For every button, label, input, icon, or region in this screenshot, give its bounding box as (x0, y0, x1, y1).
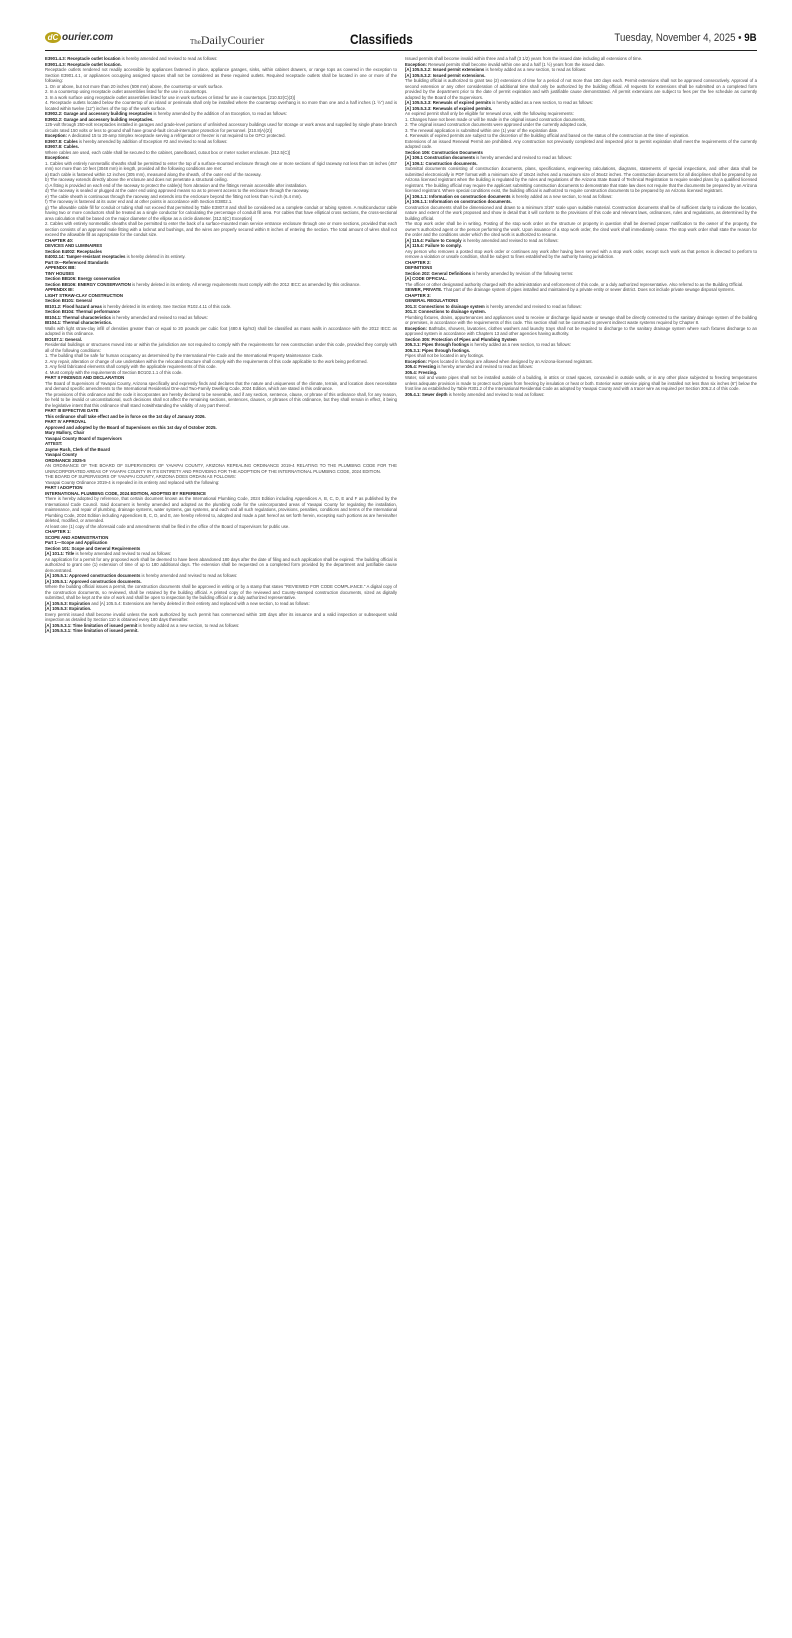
paragraph-text: Walls with light straw-clay infill of densities greater than or equal to 20 pounds per cubic foot (480.6 kg/m3) shall be classified as mass walls in accordance with the 2012 IECC as adopted in this ordinance. (45, 325, 397, 336)
paragraph-text: THE BOARD OF SUPERVISORS OF YAVAPAI COUNTY, ARIZONA DOES ORDAIN AS FOLLOWS: (45, 474, 236, 479)
paragraph-text: 3. Any field fabricated elements shall comply with the applicable requirements of this code. (45, 364, 217, 369)
issue-date: Tuesday, November 4, 2025 (614, 32, 736, 44)
paragraph-heading: [A] 115.4: Failure to comply. (405, 243, 462, 248)
legal-notice-paragraph (45, 612, 397, 623)
paragraph-heading: CHAPTER 1: (45, 529, 71, 534)
paragraph-text: Where cables are used, each cable shall be secured to the cabinet, panelboard, cutout box or meter socket enclosure. [312.5(C)] (45, 149, 291, 155)
paragraph-text: 125-volt through 250-volt receptacles installed in garages and grade-level portions of unfinished accessory buildings used for storage or work areas and supplied by single phase branch circuits rated 150 volts or less to ground shall have ground-fault circuit-interrupter protection for personnel. [210.8(A)(2)] (45, 122, 397, 133)
paragraph-heading: DEVICES AND LUMINAIRES (45, 243, 103, 248)
paragraph-text: A dedicated 15 to 20-amp Simplex receptacle serving a refrigerator or freezer is not required to be GFCI protected. (66, 133, 286, 138)
paragraph-heading: Section 106: Construction Documents (405, 149, 483, 155)
paragraph-heading: [A] 105.5.3.2: Issued permit extensions (405, 67, 485, 72)
paragraph-heading: 305.4: Freezing. (405, 369, 438, 375)
legal-notice-paragraph (45, 496, 397, 524)
paragraph-heading: Yavapai County Board of Supervisors (45, 435, 122, 441)
paragraph-text: is hereby amended by revision of the following terms: (470, 270, 574, 276)
paragraph-text: An expired permit shall only be eligible for renewal once, with the following requirements: (405, 111, 574, 116)
paragraph-heading: Jayme Rush, Clerk of the Board (45, 446, 110, 452)
paragraph-text: is hereby amended and revised to read as follows: (120, 56, 218, 61)
paragraph-heading: 305.3.1: Pipes through footings (405, 342, 469, 347)
paragraph-heading: Section 305: Protection of Pipes and Plumbing System (405, 336, 517, 342)
paragraph-heading: GENERAL REGULATIONS (405, 298, 459, 303)
paragraph-text: An application for a permit for any proposed work shall be deemed to have been abandoned 180 days after the date of filing and such application shall be expired. The building official is authorized to grant one (1) extension of time of up to 180 additional days. The extension shall be requested on a completed form provided by the department and justifiable cause demonstrated. (45, 556, 397, 573)
paragraph-text: Plumbing fixtures, drains, appurtenances and appliances used to receive or discharge liquid waste or sewage shall be directly connected to the sanitary drainage system of the building or premises, in accordance with the requirements of this code. This section shall not be construed to prevent indirect waste systems required by Chapter 8. (405, 314, 757, 325)
left-column (45, 56, 397, 634)
paragraph-heading: Section 202: General Definitions (405, 270, 471, 276)
paragraph-text: 1. On or above, but not more than 20 inches (508 mm) above, the countertop or work surface. (45, 83, 224, 89)
legal-notice-paragraph (45, 205, 397, 222)
paragraph-text: 2. In a countertop using receptacle outlet assemblies listed for the use in countertops. (45, 89, 208, 94)
paragraph-heading: Mary Mallory, Chair (45, 430, 85, 435)
paragraph-text: is hereby amended and revised to read as follows: (436, 364, 534, 369)
logo-text: ourier.com (62, 32, 114, 43)
paragraph-heading: Exception: (45, 133, 67, 138)
legal-notice-paragraph (45, 342, 397, 353)
paragraph-heading: APPENDIX BB: (45, 265, 76, 270)
paragraph-heading: CHAPTER 40: (45, 237, 74, 243)
right-column (405, 56, 757, 397)
paragraph-text: Extensions of an issued Renewal Permit are prohibited. Any construction not previously completed and inspected prior to permit expiration shall meet the requirements of the currently adopted code. (405, 138, 757, 149)
bullet-separator: • (738, 32, 742, 44)
paragraph-heading: [A] 105.5.3.3: Renewals of expired permits (405, 100, 491, 105)
legal-notice-paragraph (405, 166, 757, 194)
paragraph-text: The Board of Supervisors of Yavapai County, Arizona specifically and expressly finds and declares that the nature and uniqueness of the climate, terrain, and location does necessitate and demand specific amendments to the International Residential One-and Two-Family Dwelling Code, 2024 Edition, which are stated in this ordinance. (45, 380, 397, 391)
paragraph-text: g) The allowable cable fill for conduit or tubing shall not exceed that permitted by Table E3807.8 and shall be considered as a complete conduit or tubing system. A multiconductor cable having two or more conductors shall be treated as a single conductor for calculating the percentage of conduit fill area. For cables that have elliptical cross sections, the cross-sectional area calculation shall be based on the major diameter of the ellipse as a circle diameter. [312.5(C) Exception] (45, 204, 397, 221)
legal-notice-paragraph (405, 78, 757, 100)
paragraph-heading: 301.3: Connections to drainage system. (405, 309, 486, 314)
paragraph-text: AN ORDINANCE OF THE BOARD OF SUPERVISORS OF YAVAPAI COUNTY, ARIZONA REPEALING ORDINANCE 2019-4 RELATING TO THE PLUMBING CODE FOR THE UNINCORPORATED AREAS OF YAVAPAI COUNTY IN ITS ENTIRETY AND PROVIDING FOR THE ADOPTION OF THE INTERNATIONAL PLUMBING CODE, 2024 EDITION. (45, 463, 397, 474)
legal-notice-paragraph (45, 326, 397, 337)
paragraph-text: a) Each cable is fastened within 12 inches (305 mm), measured along the sheath, of the outer end of the raceway. (45, 171, 262, 177)
paragraph-heading: Section BB106: Energy conservation (45, 276, 121, 281)
paragraph-heading: PART III EFFECTIVE DATE (45, 408, 99, 413)
legal-notice-paragraph (45, 381, 397, 392)
legal-notice-paragraph (405, 375, 757, 392)
paragraph-text: There is hereby adopted by reference, that certain document known as the International Plumbing Code, 2024 Edition including Appendices A, B, C, D, E and F as published by the International Code Council. Said document is hereby amended and adopted as the plumbing code for the unincorporated areas of Yavapai County for regulating the installation, maintenance, and repair of plumbing, drainage systems, water systems, gas systems, and each and all such regulations, provisions, penalties, conditions and terms of the International Plumbing Code, 2024 Edition including Appendices B, C, D, and E, are hereby referred to, adopted and made a part hereof as set forth herein, excepting such portions as are hereinafter deleted, modified, or amended. (45, 496, 397, 523)
paragraph-text: The provisions of this ordinance and the code it incorporates are hereby declared to be severable, and if any section, sentence, clause, or phrase of this ordinance shall, for any reason, be held to be invalid or unconstitutional, such decisions shall not affect the remaining sections, sentences, clauses, or phrases of this ordinance, but they shall remain in effect, it being the legislative intent that this ordinance shall stand notwithstanding the validity of any part thereof. (45, 391, 397, 408)
legal-notice-paragraph (45, 584, 397, 601)
paragraph-heading: APPENDIX BI: (45, 287, 74, 292)
legal-notice-paragraph (45, 282, 397, 288)
paragraph-text: Submittal documents consisting of construction documents, plans, specifications, engineering calculations, diagrams, statements of special inspections, and other data shall be submitted electronically in PDF format with a minimum size of 18x24 inches and a maximum size of 36x42 inches. The construction documents for all disciplines shall be prepared by an Arizona licensed registrant when the building is regulated by the rules and regulations of the Arizona State Board of Technical Registration to require sealed plans by a qualified licensed registrant. The building official may require the applicant submitting construction documents to demonstrate that state law does not require that the documents be prepared by an Arizona licensed registrant. Where special conditions exist, the building official is authorized to require construction documents to be prepared by an Arizona licensed registrant. (405, 166, 757, 193)
paragraph-text: 4. Must comply with the requirements of Section BO102.1.1 of this code. (45, 369, 183, 375)
paragraph-heading: INTERNATIONAL PLUMBING CODE, 2024 EDITION, ADOPTED BY REFERENCE (45, 490, 206, 496)
legal-notice-paragraph (45, 122, 397, 133)
paragraph-text: 2. Any repair, alteration or change of use undertaken within the relocated structure shall comply with the requirements of this code applicable to the work being performed. (45, 358, 368, 364)
paragraph-heading: Exception: (405, 325, 427, 331)
paragraph-text: Receptacle outlets rendered not readily accessible by appliances fastened in place, appliance garages, sinks, within cabinet drawers, or range tops as covered in the exception to Section E3901.4.1, or appliances occupying assigned spaces shall not be considered as these required outlets. Required receptacle outlets shall be located in one or more of the following: (45, 67, 397, 83)
legal-notice-paragraph (45, 463, 397, 474)
legal-notice-paragraph (45, 100, 397, 111)
paragraph-heading: Part IX—Referenced Standards (45, 259, 109, 265)
legal-notice-paragraph (405, 287, 757, 293)
paragraph-text: is hereby deleted in its entirety. All energy requirements must comply with the 2012 IECC as amended by this ordinance. (130, 281, 361, 287)
paragraph-text: Any person who removes a posted stop work order or continues any work after having been served with a stop work order, except such work as that person is directed to perform to remove a violation or unsafe condition, shall be subject to fines established by the authority having jurisdiction. (405, 248, 757, 259)
paragraph-heading: [A] 105.5.3.1: Time limitation of issued permit. (45, 628, 139, 633)
paragraph-text: 4. Receptacle outlets located below the countertop of an island or peninsula shall only be installed where the countertop overhang is no more than one and a half inches (1 ½") and is located within twelve (12") inches of the top of the work surface. (45, 100, 397, 111)
legal-notice-paragraph (405, 392, 757, 398)
paragraph-heading: Section BB106: ENERGY CONSERVATION (45, 281, 131, 287)
paragraph-text: 4. Renewals of expired permits are subject to the discretion of the building official and based on the status of the construction at the time of expiration. (405, 133, 690, 138)
paragraph-text: At least one (1) copy of the aforesaid code and amendments shall be filed in the office of the Board of Supervisors for public use. (45, 523, 290, 529)
paragraph-text: is hereby added as a new section, to read as follows: (484, 67, 587, 72)
paragraph-heading: DEFINITIONS (405, 265, 433, 270)
paragraph-heading: [A] CODE OFFICIAL. (405, 276, 447, 281)
paragraph-heading: Exception: (405, 358, 427, 364)
paragraph-heading: [A] 105.5.3.1: Time limitation of issued permit (45, 622, 138, 628)
legal-notice-paragraph (405, 315, 757, 326)
paragraph-text: is hereby added as a new section, to read as follows: (510, 193, 613, 199)
paragraph-text: 3. In a work surface using receptacle outlet assemblies listed for use in work surfaces or listed for use in countertops. [210.52(C)(3)] (45, 94, 296, 100)
page-number: 9B (744, 32, 757, 44)
paragraph-heading: [A] 105.5.3: Expiration (45, 600, 91, 606)
paragraph-text: is hereby deleted in its entirety. See Section R102.4.11 of this code. (101, 303, 232, 309)
paragraph-heading: 305.4: Freezing (405, 364, 437, 369)
paragraph-text: e) The cable sheath is continuous through the raceway and extends into the enclosure beyond the fitting not less than ¼ inch (6.4 mm). (45, 193, 302, 199)
paragraph-heading: BI101.2: Flood hazard areas (45, 303, 102, 309)
legal-notice-paragraph (405, 139, 757, 150)
paragraph-heading: BI104.1: Thermal characteristics (45, 314, 111, 320)
paragraph-text: Construction documents shall be dimensioned and drawn to a minimum 3/16" scale upon suitable material. Construction documents shall be of sufficient clarity to indicate the location, nature and extent of the work proposed and show in detail that it will conform to the provisions of this code and relevant laws, ordinances, rules and regulations, as determined by the building official. (405, 204, 757, 221)
paragraph-text: 3. The renewal application is submitted within one (1) year of the expiration date. (405, 127, 559, 133)
masthead (45, 30, 757, 51)
paragraph-text: 1. The building shall be safe for human occupancy as determined by the International Fire Code and the International Property Maintenance Code. (45, 353, 324, 358)
paragraph-text: 2. The original issued construction documents were approved under the currently adopted code, (405, 122, 588, 127)
legal-notice-paragraph (405, 249, 757, 260)
paragraph-heading: [A] 106.1.1: Information on construction documents (405, 193, 511, 199)
paragraph-heading: Part 1—Scope and Application (45, 540, 108, 545)
paragraph-heading: [A] 101.1: Title (45, 551, 75, 556)
paragraph-text: That part of the drainage system of pipes installed and maintained by a private entity or sewer district. Does not include private sewage disposal systems. (442, 287, 735, 292)
paragraph-text: is hereby amended and revised to read as follows: (74, 551, 172, 556)
legal-notice-paragraph (45, 221, 397, 238)
paragraph-text: d) The raceway is sealed or plugged at the outer end using approved means so as to prevent access to the enclosure through the raceway. (45, 188, 310, 193)
paragraph-heading: ATTEST: (45, 441, 63, 446)
paragraph-heading: 305.4.1: Sewer depth (405, 391, 448, 397)
paragraph-heading: TINY HOUSES (45, 270, 75, 276)
paragraph-heading: Section BI101: General (45, 298, 92, 303)
paragraph-heading: LIGHT STRAW-CLAY CONSTRUCTION (45, 292, 123, 298)
paragraph-heading: [A] 115.4: Failure to Comply (405, 237, 462, 243)
paragraph-text: Pipes located in footings are allowed when designed by an Arizona-licensed registrant. (426, 358, 593, 364)
paragraph-heading: [A] 106.1 Construction documents (405, 155, 475, 160)
paragraph-heading: E3901.4.3: Receptacle outlet location (45, 56, 121, 61)
paragraph-heading: SCOPE AND ADMINISTRATION (45, 534, 109, 540)
paper-prefix: The (190, 38, 201, 46)
paragraph-heading: PART I ADOPTION (45, 485, 83, 490)
paragraph-heading: Exception: (405, 61, 427, 67)
paragraph-heading: CHAPTER 3: (405, 292, 431, 298)
paragraph-text: Where the building official issues a permit, the construction documents shall be approved in writing or by a stamp that states "REVIEWED FOR CODE COMPLIANCE." A digital copy of the construction documents, so reviewed, shall be retained by the building official. A printed copy of the reviewed and County-stamped construction documents, sized as digitally submitted, shall be kept at the site of work and shall be open to inspection by the building official or a duly authorized representative. (45, 584, 397, 600)
paragraph-text: Pipes shall not be located in any footings. (405, 353, 485, 358)
paragraph-heading: SEWER, PRIVATE. (405, 287, 443, 292)
paragraph-heading: Approved and adopted by the Board of Supervisors on this 1st day of October 2025. (45, 424, 217, 430)
paragraph-text: 1. Cables with entirely nonmetallic sheaths shall be permitted to enter the top of a surface-mounted enclosure through one or more sections of rigid raceway not less than 18 inches (457 mm) nor more than 10 feet (3048 mm) in length, provided all the following conditions are met: (45, 160, 397, 171)
legal-notice-paragraph (45, 628, 397, 634)
paragraph-text: The officer or other designated authority charged with the administration and enforcement of this code, or a duly authorized representative. Also referred to as the Building Official. (405, 281, 744, 287)
legal-notice-paragraph (405, 326, 757, 337)
paragraph-text: 2. Cables with entirely nonmetallic sheaths shall be permitted to enter the back of a surface-mounted main service entrance enclosure through one or more sections, provided that each section consists of an approved male fitting with a locknut and bushings, and the wires are properly secured within 8 inches of entering the section. The total amount of wires shall not exceed the allowable fill as appropriate for the conduit size. (45, 221, 397, 237)
paragraph-text: Every permit issued shall become invalid unless the work authorized by such permit has commenced within 180 days after its issuance and a valid inspection or subsequent valid inspection as detailed by Section 110 is obtained every 180 days thereafter. (45, 611, 397, 622)
legal-notice-paragraph (45, 557, 397, 574)
legal-notice-paragraph (45, 67, 397, 84)
paragraph-text: Residential buildings or structures moved into or within the jurisdiction are not required to comply with the requirements for new construction under this code, provided they comply with all of the following conditions: (45, 342, 397, 353)
paragraph-heading: This ordinance shall take effect and be in force on the 1st day of January 2026. (45, 413, 206, 419)
paragraph-heading: 305.3.1: Pipes through footings. (405, 347, 471, 353)
paragraph-text: The building official is authorized to grant two (2) extensions of time for a period of not more than 180 days each. Permit extensions shall not be approved consecutively. Approval of a second extension or any other consideration of additional time shall only be authorized by the building official. All requests for extensions shall be submitted on a completed form provided by the department prior to the date of permit expiration and with justifiable cause demonstrated. All permit extensions are subject to fees per the fee schedule as currently adopted by the Board of the Supervisors. (405, 78, 757, 100)
paragraph-heading: Section E4002: Receptacles (45, 248, 102, 254)
paragraph-heading: PART II FINDINGS AND DECLARATION (45, 375, 125, 380)
paragraph-text: is hereby amended and revised to read as follows: (447, 391, 545, 397)
paragraph-text: is hereby amended and revised to read as follows: (140, 573, 238, 578)
paragraph-text: 1. Changes have not been made or will be made in the original issued construction documents, (405, 116, 586, 122)
legal-notice-paragraph (45, 161, 397, 172)
dateline (615, 32, 757, 44)
paragraph-text: f) The raceway is fastened at its outer end and at other points in accordance with Section E3802.1. (45, 199, 233, 204)
paragraph-text: Water, soil and waste pipes shall not be installed outside of a building, in attics or crawl spaces, concealed in outside walls, or in any other place subjected to freezing temperatures unless adequate provision is made to protect such pipes from freezing by insulation or heat or both. Exterior water service piping shall be installed not less than six inches (6") below the frost line as established by Table R301.2 of the International Residential Code as adopted by Yavapai County and with a tracer wire as required per Section 306.2.4 of this code. (405, 375, 757, 391)
paragraph-heading: E3907.8: Cables. (45, 144, 79, 149)
paragraph-heading: PART IV APPROVAL (45, 419, 87, 424)
paragraph-heading: E3902.2: Garage and accessory building receptacles (45, 111, 153, 116)
paragraph-text: Yavapai County Ordinance 2019-4 is repealed in its entirety and replaced with the following: (45, 479, 220, 485)
section-title: Classifieds (350, 31, 413, 47)
paragraph-heading: BO107.1: General. (45, 336, 83, 342)
paragraph-text: is hereby amended and revised to read as follows: (461, 237, 559, 243)
paragraph-text: The stop work order shall be in writing. Posting of the stop work order on the structure or property in question shall be deemed proper notification to the owner of the property, the owner's authorized agent or the person performing the work. Upon issuance of a stop work order, the cited work shall immediately cease. The stop work order shall state the reason for the order and the conditions under which the cited work is authorized to resume. (405, 221, 757, 237)
paragraph-text: is hereby deleted in its entirety. (125, 254, 186, 259)
paragraph-heading: [A] 106.1: Construction documents. (405, 160, 478, 166)
logo-mark: dC (45, 32, 61, 43)
legal-notice-paragraph (405, 205, 757, 222)
paragraph-heading: [A] 105.5.3.2: Issued permit extensions. (405, 72, 486, 78)
paragraph-heading: E3907.8: Cables (45, 138, 78, 144)
paragraph-heading: E4002.14: Tamper-resistant receptacles (45, 254, 126, 259)
paragraph-text: and [A] 105.5.4: Extensions are hereby deleted in their entirety and replaced with a new section, to read as follows: (90, 600, 310, 606)
paragraph-heading: [A] 106.1.1: Information on construction documents. (405, 199, 512, 204)
paragraph-text: is hereby amended by addition of Exception #2 and revised to read as follows: (77, 138, 228, 144)
paper-title: DailyCourier (200, 33, 265, 47)
paragraph-text: is hereby added as a new section, to read as follows: (137, 622, 240, 628)
dcourier-logo[interactable] (45, 32, 113, 43)
paragraph-text: Bathtubs, showers, lavatories, clothes washers and laundry trays shall not be required to discharge to the sanitary drainage system where such fixtures discharge to an approved system in accordance with Chapters 13 and other agencies having authority. (405, 325, 757, 336)
paragraph-heading: CHAPTER 2: (405, 259, 431, 265)
paragraph-heading: [A] 105.5.1: Approved construction documents. (45, 578, 142, 584)
paragraph-heading: E3901.4.3: Receptacle outlet location. (45, 61, 122, 67)
paragraph-heading: ORDINANCE 2025-5 (45, 457, 86, 463)
paragraph-text: b) The raceway extends directly above the enclosure and does not penetrate a structural ceiling. (45, 177, 228, 182)
legal-notice-paragraph (45, 392, 397, 409)
paragraph-heading: Section 101: Scope and General Requirements (45, 545, 141, 551)
paragraph-text: is hereby added as a new section, to read as follows: (468, 342, 571, 347)
paragraph-text: is hereby added as a new section, to read as follows: (490, 100, 593, 105)
paragraph-text: is hereby amended and revised to read as follows: (484, 303, 582, 309)
paragraph-text: Issued permits shall become invalid within three and a half (3 1/2) years from the issued date including all extensions of time. (405, 56, 643, 61)
paragraph-heading: Section BI104: Thermal performance (45, 309, 120, 314)
newspaper-name (190, 33, 264, 48)
paragraph-text: is hereby amended by the addition of an Exception, to read as follows: (152, 111, 287, 116)
paragraph-text: Renewal permits shall become invalid within one and a half (1 ½) years from the issued date. (426, 61, 605, 67)
paragraph-text: is hereby amended and revised to read as follows: (474, 155, 572, 160)
paragraph-heading: 301.3: Connections to drainage system (405, 303, 485, 309)
paragraph-heading: [A] 105.5.3: Expiration. (45, 606, 92, 611)
legal-notice-paragraph (405, 221, 757, 238)
paragraph-heading: [A] 105.5.3.3: Renewals of expired permits. (405, 105, 493, 111)
paragraph-heading: E3902.2: Garage and accessory building receptacles. (45, 116, 154, 122)
paragraph-text: c) A fitting is provided on each end of the raceway to protect the cable(s) from abrasion and the fittings remain accessible after installation. (45, 182, 308, 188)
paragraph-text: is hereby amended and revised to read as follows: (110, 314, 208, 320)
paragraph-heading: Yavapai County (45, 452, 77, 457)
paragraph-heading: [A] 105.5.1: Approved construction documents (45, 573, 141, 578)
paragraph-heading: BI104.1: Thermal characteristics. (45, 320, 113, 325)
paragraph-heading: Exceptions: (45, 155, 70, 160)
